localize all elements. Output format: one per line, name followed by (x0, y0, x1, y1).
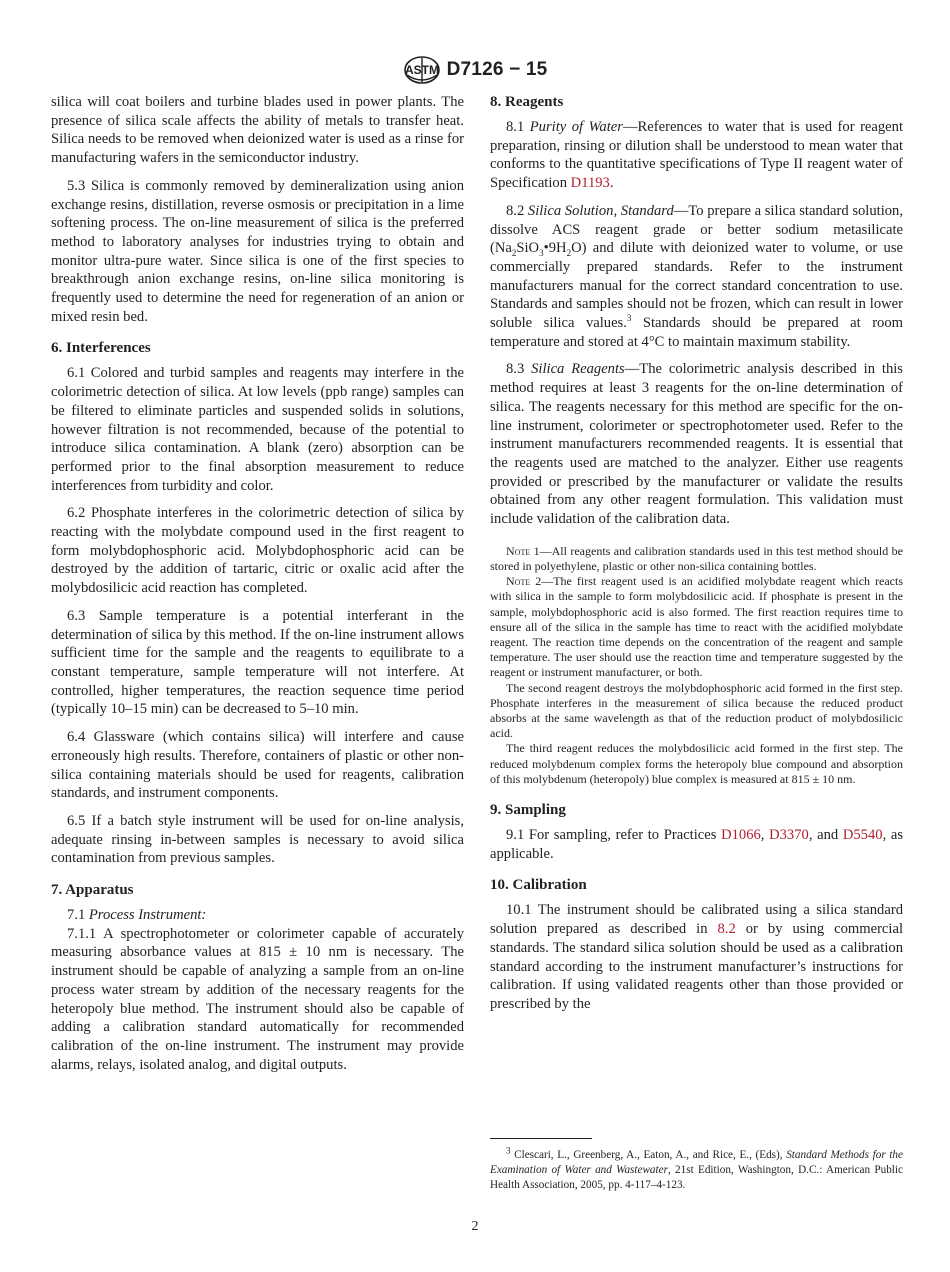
standard-designation: D7126 − 15 (446, 59, 548, 80)
paragraph-8-2-text: O) and dilute with deionized water to volume, or use commercially prepared standards. Refer to the instrument manufacturers manual for the correct standard concentration to use. Standards and samples should not be frozen, which can result in lower soluble silica values. (490, 240, 903, 332)
paragraph-10-1-text: or by using commercial standards. The standard silica solution should be used as a calibration standard according to the instrument manufacturer’s instructions for calibration. If using validated reagents other than those provided or prescribed by the (490, 921, 903, 1012)
paragraph-8-2-number: 8.2 (506, 202, 528, 219)
footnote-3 (490, 1145, 903, 1193)
footnote-text: Clescari, L., Greenberg, A., Eaton, A., and Rice, E., (Eds), (510, 1149, 787, 1161)
footnote-text: , 21st Edition, Washington, D.C.: American Public Health Association, 2005, pp. 4-117–4-123. (490, 1164, 903, 1191)
link-section-8-2[interactable]: 8.2 (717, 921, 736, 938)
right-column (490, 93, 903, 1023)
paragraph-8-2-text: Standards should be prepared at room temperature and stored at 4°C to maintain maximum stability. (490, 315, 903, 350)
link-d3370[interactable]: D3370 (769, 827, 809, 844)
paragraph-9-1 (490, 826, 903, 863)
paragraph-9-1-end: , as applicable. (490, 827, 904, 862)
note-1-text: —All reagents and calibration standards used in this test method should be stored in polyethylene, plastic or other non-silica containing bottles. (490, 543, 903, 573)
footnote-divider (490, 1138, 592, 1139)
paragraph-8-2-title: Silica Solution, Standard (527, 202, 674, 219)
separator: , and (808, 827, 843, 844)
paragraph-8-2-text: •9H (543, 240, 567, 257)
note-2-paragraph-2: The second reagent destroys the molybdophosphoric acid formed in the first step. Phosphate interferes in the measurement of silica because the reduced product absorbs at the same wavelength as that of the reduction product of molybdosilicic acid. (490, 680, 903, 741)
paragraph-10-1-text: 10.1 The instrument should be calibrated using a silica standard solution prepared as described in (490, 902, 903, 938)
note-1-label: Note 1 (506, 543, 540, 558)
paragraph-8-2 (490, 202, 903, 352)
section-7-heading: 7. Apparatus (51, 882, 134, 899)
link-d5540[interactable]: D5540 (842, 827, 883, 844)
page-number: 2 (471, 1219, 479, 1234)
paragraph-8-1-number: 8.1 (506, 119, 530, 135)
paragraph-7-1-title: Process Instrument: (88, 907, 207, 924)
svg-text:ASTM: ASTM (404, 63, 439, 77)
link-d1066[interactable]: D1066 (721, 827, 761, 844)
paragraph-8-3-number: 8.3 (506, 361, 532, 378)
separator: , (760, 827, 770, 844)
note-2-label: Note 2 (506, 574, 542, 589)
paragraph-6-3: 6.3 Sample temperature is a potential interferant in the determination of silica by this method. If the on-line instrument allows sufficient time for the sample and the reagents to equilibrate to a constant temperature, sample temperature will not interfere. At controlled, higher temperatures, the reaction sequence time period (typically 10–15 min) can be decreased to 5–10 min. (51, 607, 465, 718)
paragraph-8-1-text: —References to water that is used for reagent preparation, rinsing or dilution shall be understood to mean water that conforms to the quantitative specifications of Type II reagent water of Specification (490, 119, 904, 192)
subscript: 3 (539, 248, 544, 259)
paragraph-8-3-text: —The colorimetric analysis described in this method requires at least 3 reagents for the on-line determination of silica. The reagents necessary for this method are specific for the on-line instrument, colorimeter or spectrophotometer used. Refer to the instrument manufacturers recommended reagents. It is essential that the reagents used are matched to the analyzer. Either use reagents provided or prescribed by the manufacturer or validate the results obtained from any other reagent formulation. This validation must include validation of the calibration data. (490, 361, 903, 528)
left-column (51, 93, 464, 1083)
paragraph-7-1-1: 7.1.1 A spectrophotometer or colorimeter capable of accurately measuring absorbance values at 815 ± 10 nm is necessary. The instrument should be capable of analyzing a sample from an on-line process water stream by addition of the necessary reagents for the heteropoly blue method. The instrument should also be capable of adding a calibration standard automatically for recommended calibration of the on-line instrument. The instrument may provide alarms, relays, isolated analog, and digital outputs. (51, 925, 464, 1073)
paragraph-8-2-text: SiO (516, 240, 540, 257)
footnote-title: Standard Methods for the Examination of Water and Wastewater (490, 1149, 903, 1176)
note-1 (490, 544, 903, 574)
note-2-paragraph-3: The third reagent reduces the molybdosilicic acid formed in the first step. The reduced molybdenum complex forms the heteropoly blue compound and absorption of this molybdenum (heteropoly) blue complex is measured at 815 ± 10 nm. (490, 741, 903, 786)
paragraph-6-2: 6.2 Phosphate interferes in the colorimetric detection of silica by reacting with the molybdate compound used in the first reagent to form molybdophosphoric acid. Molybdophosphoric acid can be destroyed by the addition of tartaric, citric or oxalic acid after the molybdosilicic acid reaction has completed. (51, 505, 464, 597)
paragraph-8-3-title: Silica Reagents (531, 361, 625, 378)
paragraph-7-1 (51, 906, 464, 925)
subscript: 2 (566, 248, 572, 259)
note-2 (490, 574, 903, 680)
section-6-heading: 6. Interferences (51, 340, 151, 357)
paragraph-9-1-text: 9.1 For sampling, refer to Practices (506, 827, 722, 844)
subscript: 2 (511, 248, 517, 259)
paragraph-6-5: 6.5 If a batch style instrument will be used for on-line analysis, adequate rinsing in-between samples is necessary to avoid silica contamination from previous samples. (51, 812, 464, 867)
note-2-text: —The first reagent used is an acidified molybdate reagent which reacts with silica in the sample to form molybdosilicic acid. If phosphate is present in the sample, molybdophosphoric acid is also formed. The first reaction requires time to ensure all of the silica in the sample has time to react with the acidified molybdate reagent. The reaction time depends on the concentration of the reagent and sample temperature. The user should use the reaction time and temperature suggested by the reagent or instrument manufacturer, or both. (490, 574, 903, 680)
footnote-marker: 3 (506, 1145, 511, 1156)
paragraph-10-1 (490, 901, 903, 1013)
paragraph-8-1-title: Purity of Water (529, 119, 623, 135)
astm-logo-icon (403, 55, 441, 85)
paragraph-8-2-text: —To prepare a silica standard solution, dissolve ACS reagent grade or better sodium metasilicate (Na (490, 202, 903, 257)
paragraph-5-3: 5.3 Silica is commonly removed by demineralization using anion exchange resins, distillation, reverse osmosis or precipitation in a lime softening process. The on-line measurement of silica is the preferred method to laboratory analyses for industries trying to obtain and monitor ultra-pure water. Since silica is one of the first species to breakthrough anion exchange resins, on-line silica monitoring is frequently used to determine the need for regeneration of an anion or mixed resin bed. (51, 177, 464, 325)
page-header (0, 55, 950, 85)
paragraph-7-1-number: 7.1 (67, 907, 89, 924)
paragraph-8-1-end: . (609, 175, 614, 192)
section-9-heading: 9. Sampling (490, 802, 566, 819)
paragraph-6-1: 6.1 Colored and turbid samples and reagents may interfere in the colorimetric detection of silica. At low levels (ppb range) samples can be filtered to eliminate particles and suspended solids in solutions, however filtration is not recommended, because of the potential to introduce silica contamination. A blank (zero) absorption can be performed prior to the final absorption measurement to reduce interferences from turbidity and color. (51, 365, 464, 494)
link-d1193[interactable]: D1193 (570, 175, 610, 192)
section-8-heading: 8. Reagents (490, 94, 564, 110)
paragraph-6-4: 6.4 Glassware (which contains silica) will interfere and cause erroneously high results. Therefore, containers of plastic or other non-silica containing materials should be used for reagents, calibration standards, and instrument components. (51, 729, 464, 802)
notes-block (490, 544, 903, 787)
paragraph-8-1 (490, 118, 903, 193)
footnote-marker[interactable]: 3 (626, 313, 632, 324)
paragraph-8-3 (490, 360, 903, 528)
section-10-heading: 10. Calibration (490, 877, 587, 894)
paragraph-5-2-continuation: silica will coat boilers and turbine blades used in power plants. The presence of silica scale affects the ability of metals to transfer heat. Silica needs to be removed when deionized water is used as a rinse for manufacturing wafers in the semiconductor industry. (51, 94, 464, 167)
